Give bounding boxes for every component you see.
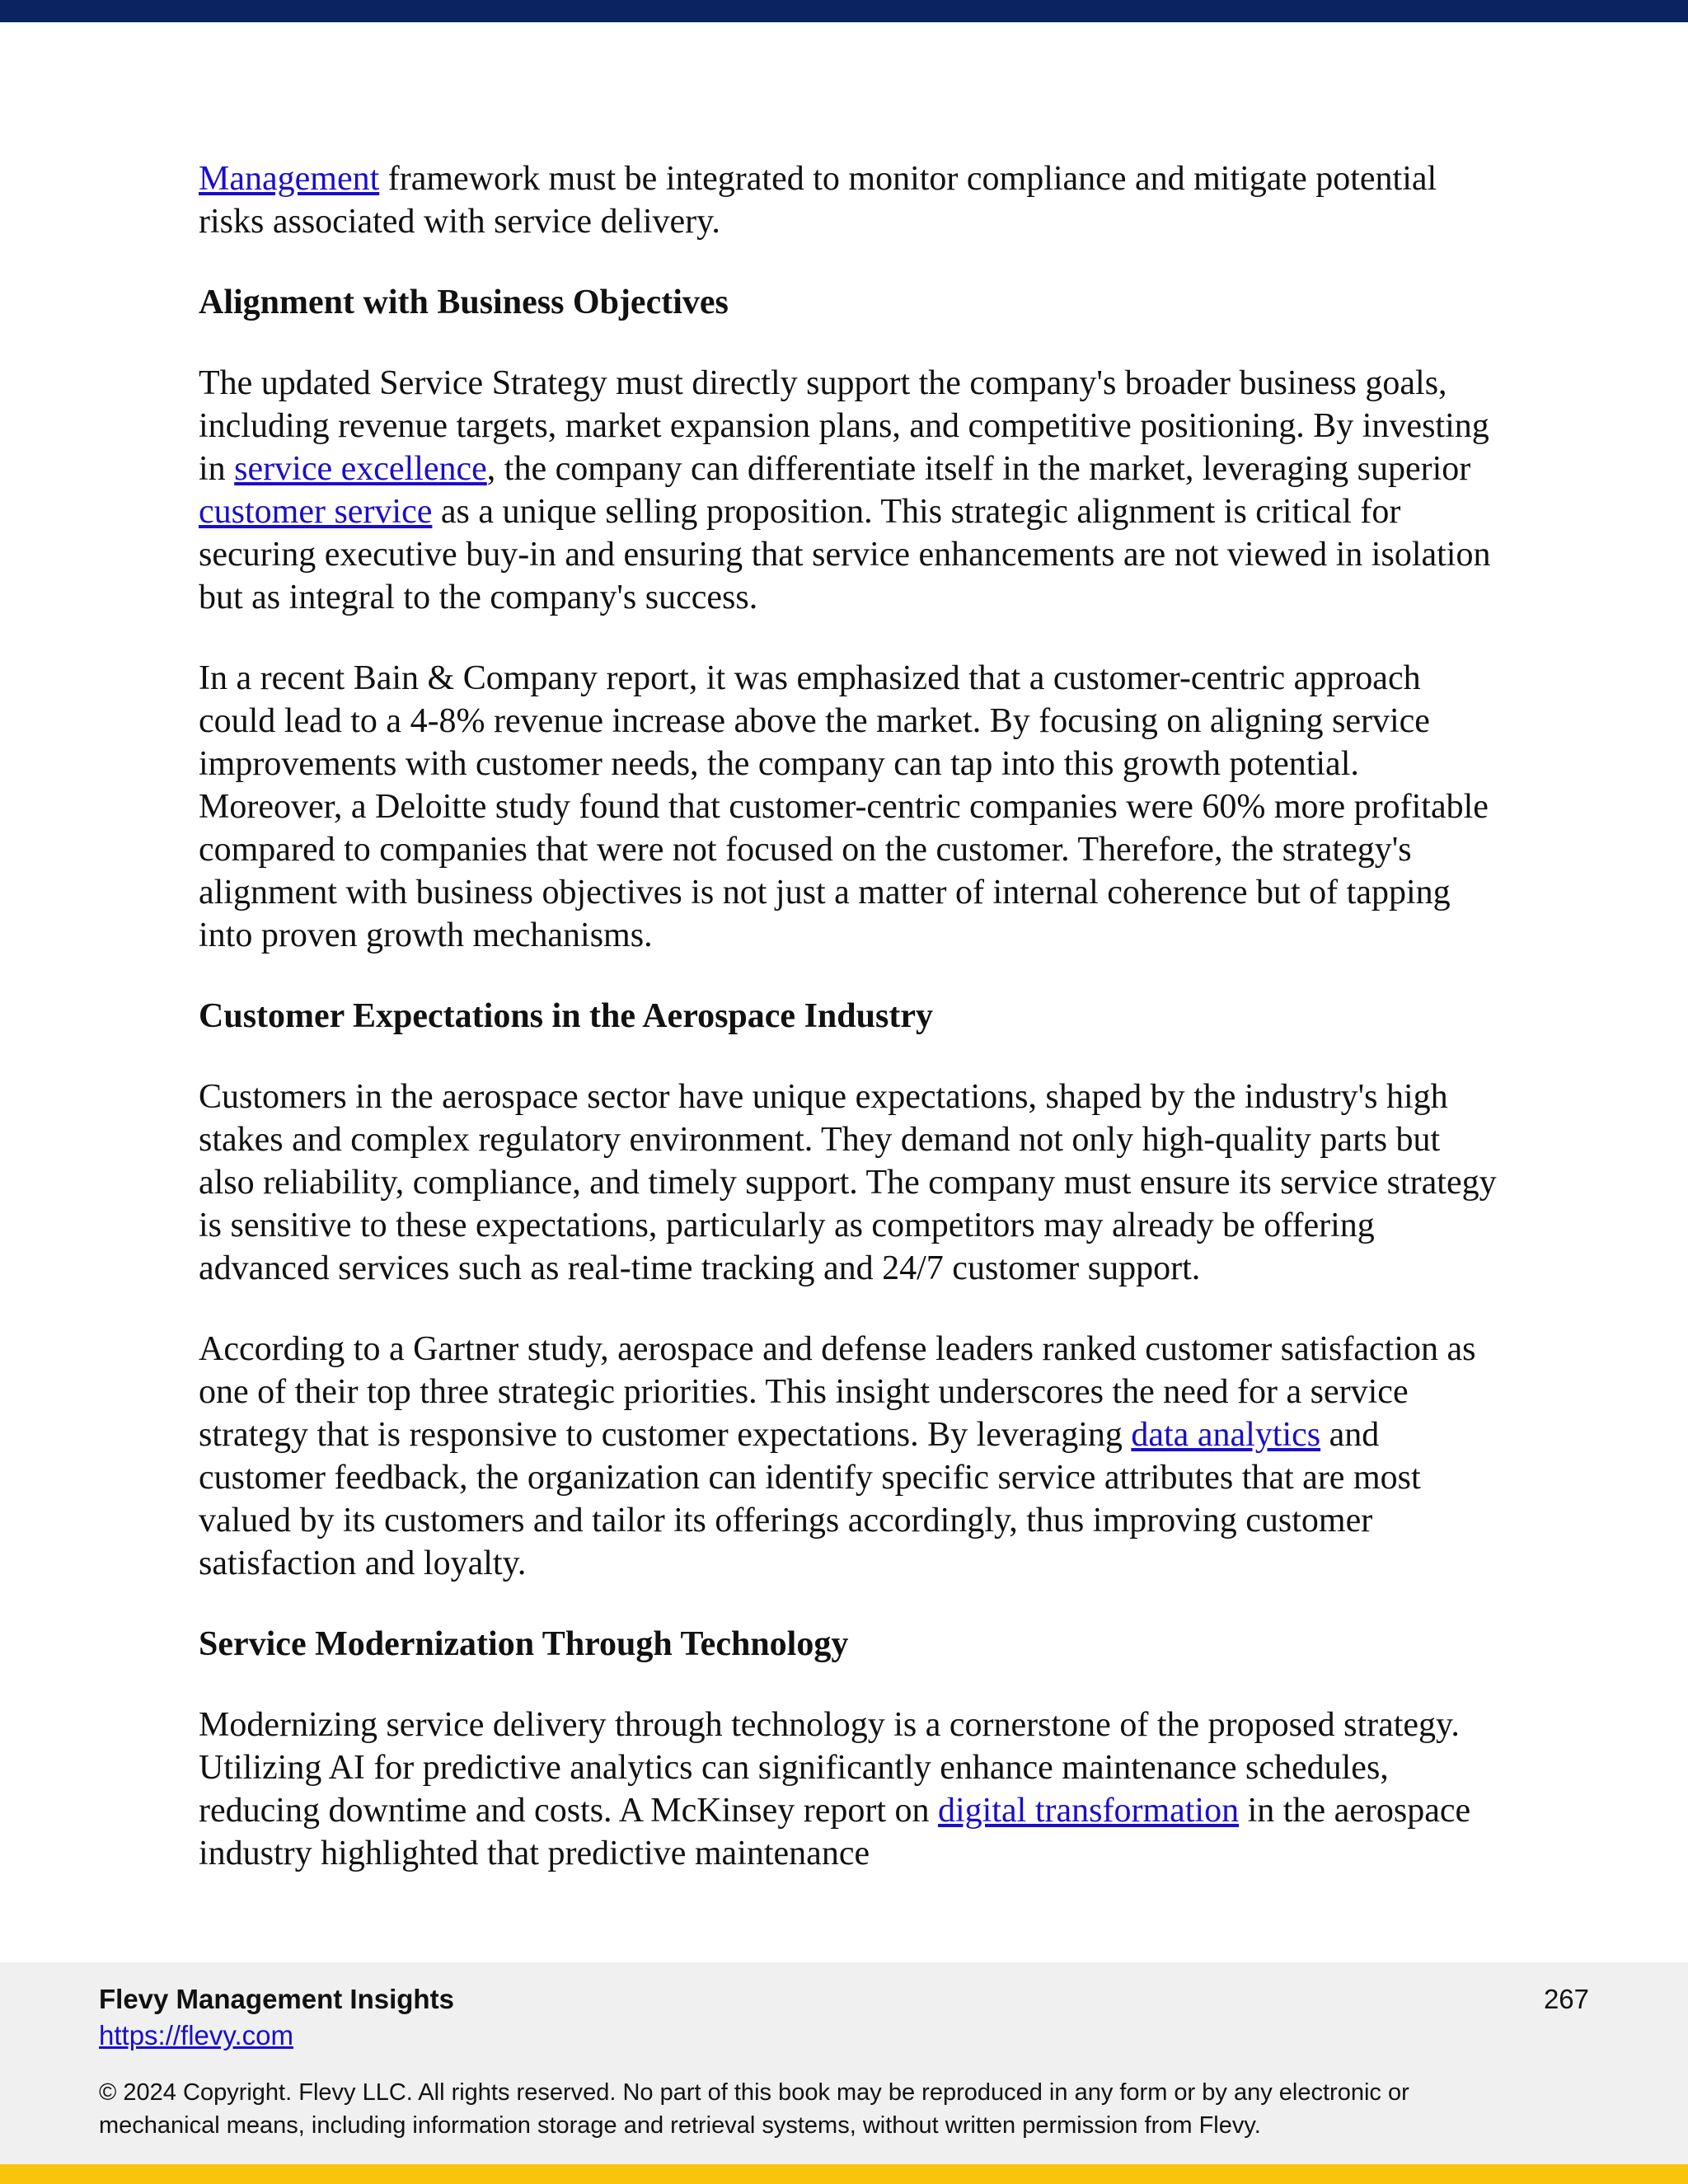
page-number: 267 — [1543, 1984, 1589, 2014]
paragraph-expectations-1: Customers in the aerospace sector have unique expectations, shaped by the industry's high stakes and complex regulatory environment. They demand not only high-quality parts but also reliability, compliance, and timely support. The company must ensure its service strategy is sensitive to these expectations, particularly as competitors may already be offering advanced services such as real-time tracking and 24/7 customer support. — [199, 1078, 1497, 1287]
paragraph-alignment-1 — [199, 362, 1501, 619]
link-service-excellence[interactable]: service excellence — [234, 450, 487, 488]
top-accent-bar — [0, 0, 1688, 22]
paragraph-expectations-2 — [199, 1328, 1501, 1585]
heading-service-modernization: Service Modernization Through Technology — [199, 1625, 849, 1663]
bottom-accent-bar — [0, 2164, 1688, 2184]
text-segment: According to a Gartner study, aerospace and defense leaders ranked customer satisfaction as one of their top three strategic priorities. This insight underscores the need for a service strategy that is responsive to customer expectations. By leveraging — [199, 1330, 1476, 1454]
link-management[interactable]: Management — [199, 160, 380, 198]
text-segment: The updated Service Strategy must directly support the company's broader business goals, including revenue targets, market expansion plans, and competitive positioning. By investing in — [199, 364, 1489, 488]
paragraph-intro — [199, 157, 1501, 243]
footer-brand: Flevy Management Insights — [99, 1984, 454, 2014]
copyright-notice: © 2024 Copyright. Flevy LLC. All rights reserved. No part of this book may be reproduced in any form or by any electronic or mechanical means, including information storage and retrieval systems, without written permission from Flevy. — [99, 2079, 1409, 2139]
paragraph-intro-text: framework must be integrated to monitor compliance and mitigate potential risks associated with service delivery. — [199, 160, 1437, 241]
text-segment: in the aerospace industry highlighted that predictive maintenance — [199, 1792, 1471, 1872]
footer-website-link[interactable]: https://flevy.com — [99, 2020, 293, 2050]
link-digital-transformation[interactable]: digital transformation — [938, 1792, 1240, 1830]
paragraph-alignment-2: In a recent Bain & Company report, it was emphasized that a customer-centric approach could lead to a 4-8% revenue increase above the market. By focusing on aligning service improvements with customer needs, the company can tap into this growth potential. Moreover, a Deloitte study found that customer-centric companies were 60% more profitable compared to companies that were not focused on the customer. Therefore, the strategy's alignment with business objectives is not just a matter of internal coherence but of tapping into proven growth mechanisms. — [199, 659, 1489, 954]
heading-customer-expectations: Customer Expectations in the Aerospace Industry — [199, 997, 933, 1035]
paragraph-modernization — [199, 1704, 1501, 1875]
link-customer-service[interactable]: customer service — [199, 493, 433, 531]
text-segment: Modernizing service delivery through technology is a cornerstone of the proposed strategy. Utilizing AI for predictive analytics can significantly enhance maintenance schedules, reducing downtime and costs. A McKinsey report on — [199, 1706, 1460, 1830]
heading-alignment: Alignment with Business Objectives — [199, 284, 729, 321]
page-footer — [0, 1962, 1688, 2164]
link-data-analytics[interactable]: data analytics — [1131, 1416, 1321, 1454]
text-segment: , the company can differentiate itself in the market, leveraging superior — [486, 450, 1471, 488]
page-content — [199, 157, 1501, 1913]
text-segment: as a unique selling proposition. This strategic alignment is critical for securing executive buy-in and ensuring that service enhancements are not viewed in isolation but as integral to the company's success. — [199, 493, 1491, 616]
text-segment: and customer feedback, the organization can identify specific service attributes that are most valued by its customers and tailor its offerings accordingly, thus improving customer satisfaction and loyalty. — [199, 1416, 1421, 1582]
